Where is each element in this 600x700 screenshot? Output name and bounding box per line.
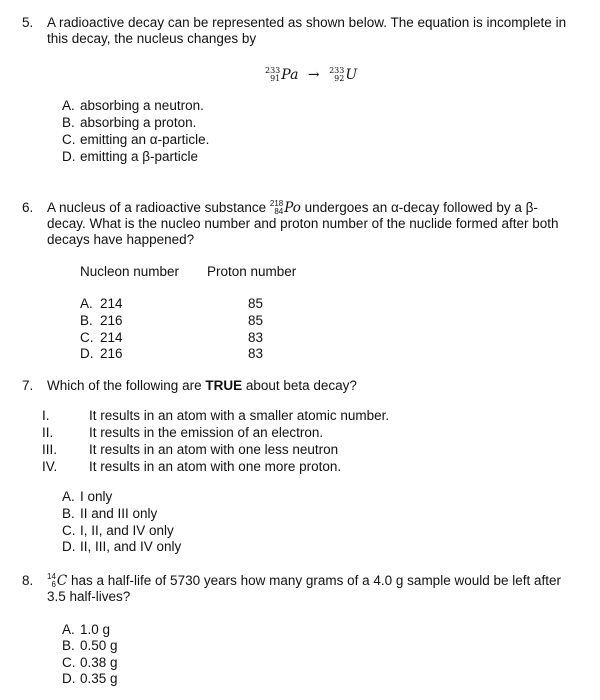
option-proton: 83 [248,346,264,361]
question-number: 8. [22,573,34,588]
statement-text: It results in the emission of an electron. [89,425,324,440]
option-label: B. [62,506,75,521]
option-a[interactable] [62,98,204,114]
nuclide-c [47,573,67,589]
question-text-end: about beta decay? [242,378,357,393]
option-text: emitting a β-particle [80,149,199,164]
nuclide-u [329,67,357,83]
question-text-emphasis: TRUE [205,378,243,393]
nuclide-po [270,200,301,216]
column-header-proton: Proton number [207,264,297,279]
mass-number: 14 [47,572,56,582]
question-number: 6. [22,200,34,215]
statement-numeral: I. [42,408,50,423]
option-label: D. [62,539,76,554]
option-nucleon: 214 [100,296,123,311]
option-text: II, III, and IV only [80,539,182,554]
option-b[interactable] [62,115,196,131]
question-number: 5. [22,15,34,30]
statement-2 [42,425,323,441]
statement-1 [42,408,389,424]
option-label: C. [62,523,76,538]
option-text: emitting an α-particle. [80,132,210,147]
option-label: A. [62,98,75,113]
option-c[interactable] [62,655,118,671]
atomic-number: 91 [270,74,281,83]
option-label: D. [62,149,76,164]
option-label: D. [62,671,76,686]
option-label: B. [62,638,75,653]
question-text-start: A nucleus of a radioactive substance [47,200,270,215]
statement-numeral: III. [42,442,58,457]
option-d[interactable] [62,671,118,687]
option-proton: 85 [248,313,264,328]
question-text [47,573,567,605]
option-label: B. [80,313,93,328]
option-c[interactable] [62,132,209,148]
option-label: B. [62,115,75,130]
option-label: C. [62,655,76,670]
statement-numeral: II. [42,425,54,440]
nuclide-pa [265,67,298,83]
option-nucleon: 216 [100,346,123,361]
option-text: 0.35 g [80,671,118,686]
element-symbol: Pa [281,67,299,83]
option-b[interactable] [62,638,118,654]
option-b[interactable] [62,506,157,522]
option-label: C. [62,132,76,147]
decay-equation [265,67,357,83]
question-text [47,378,357,394]
option-text: absorbing a neutron. [80,98,204,113]
option-label: C. [80,330,94,345]
mass-number: 233 [329,66,345,75]
option-proton: 85 [248,296,264,311]
mass-number: 218 [269,199,284,209]
option-a[interactable] [62,489,112,505]
statement-text: It results in an atom with a smaller atomic number. [89,408,390,423]
option-nucleon: 214 [100,330,123,345]
option-text: 0.38 g [80,655,118,670]
option-label: A. [80,296,93,311]
option-d[interactable] [62,149,198,165]
element-symbol: Po [284,200,301,217]
option-d[interactable] [62,539,181,555]
option-text: absorbing a proton. [80,115,197,130]
question-text-end: undergoes an α-decay followed by a β-decay. What is the nucleo number and proton number of the nuclide formed after both decays have happened? [47,200,559,248]
statement-text: It results in an atom with one more proton. [89,459,342,474]
option-nucleon: 216 [100,313,123,328]
option-text: I, II, and IV only [80,523,174,538]
option-label: A. [62,622,75,637]
atomic-number: 84 [274,207,284,217]
option-text: 1.0 g [80,622,111,637]
question-text [47,200,572,248]
element-symbol: C [56,573,68,590]
option-label: D. [80,346,94,361]
option-text: II and III only [80,506,158,521]
statement-numeral: IV. [42,459,58,474]
mass-number: 233 [265,66,281,75]
question-text-start: Which of the following are [47,378,206,393]
option-label: A. [62,489,75,504]
element-symbol: U [345,67,358,83]
option-c[interactable] [62,523,174,539]
option-text: I only [80,489,113,504]
statement-text: It results in an atom with one less neutron [89,442,339,457]
statement-4 [42,459,341,475]
statement-3 [42,442,338,458]
option-text: 0.50 g [80,638,118,653]
question-text-body: has a half-life of 5730 years how many grams of a 4.0 g sample would be left after 3.5 half-lives? [47,573,562,605]
arrow-icon: → [307,67,320,83]
question-text: A radioactive decay can be represented as shown below. The equation is incomplete in this decay, the nucleus changes by [47,15,567,46]
option-proton: 83 [248,330,264,345]
question-number: 7. [22,378,34,393]
atomic-number: 92 [334,74,345,83]
column-header-nucleon: Nucleon number [80,264,180,279]
option-a[interactable] [62,622,110,638]
atomic-number: 6 [51,580,56,590]
